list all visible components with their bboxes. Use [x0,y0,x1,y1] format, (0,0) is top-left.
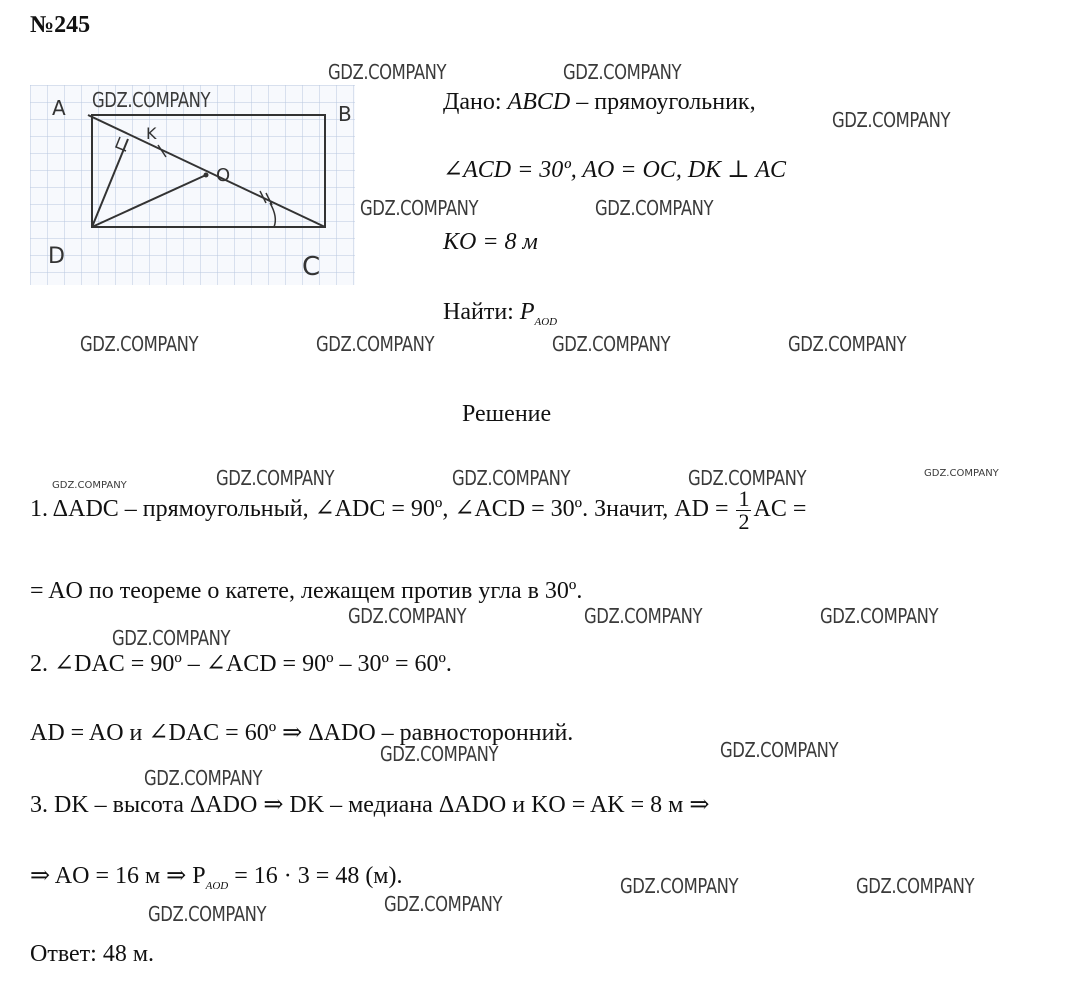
label-o: O [216,165,231,186]
watermark: GDZ.COMPANY [584,604,703,628]
step-2: 2. ∠DAC = 90º – ∠ACD = 90º – 30º = 60º. [30,651,452,677]
solution-heading: Решение [462,401,552,427]
label-b: B [338,102,352,126]
watermark: GDZ.COMPANY [328,60,447,84]
answer: Ответ: 48 м. [30,941,155,967]
watermark: GDZ.COMPANY [552,332,671,356]
watermark: GDZ.COMPANY [720,738,839,762]
fraction-one-half: $\frac{1}{2}$ [738,486,750,534]
watermark: GDZ.COMPANY [360,196,479,220]
watermark: GDZ.COMPANY [380,742,499,766]
find-value: P [519,299,535,325]
step-1 [30,488,806,533]
step-1-continued: = AO по теореме о катете, лежащем против угла в 30º. [30,578,583,604]
watermark: GDZ.COMPANY [80,332,199,356]
watermark: GDZ.COMPANY [384,892,503,916]
watermark: GDZ.COMPANY [316,332,435,356]
geometry-figure [30,85,355,285]
watermark: GDZ.COMPANY [112,626,231,650]
watermark: GDZ.COMPANY [820,604,939,628]
watermark: GDZ.COMPANY [216,466,335,490]
given-line-1 [443,88,756,116]
find-line [443,298,557,336]
rectangle-diagram [30,85,355,285]
label-a: A [52,96,66,120]
find-subscript: AOD [534,316,558,328]
step-3-continued: ⇒ AO = 16 м ⇒ $P_{AOD} = 16 \cdot 3 = 48$ (м). [30,863,403,892]
label-c: C [302,252,321,282]
step-2-continued: AD = AO и ∠DAC = 60º ⇒ ΔADO – равносторонний. [30,720,574,746]
given-type: – прямоугольник, [570,89,756,115]
watermark: GDZ.COMPANY [52,480,127,491]
label-d: D [48,244,65,269]
watermark: GDZ.COMPANY [856,874,975,898]
watermark: GDZ.COMPANY [832,108,951,132]
label-k: K [146,124,157,143]
given-line-3: KO = 8 м [443,229,538,255]
watermark: GDZ.COMPANY [788,332,907,356]
find-label: Найти: [443,299,520,325]
step-1-text: 1. ΔADC – прямоугольный, ∠ADC = 90º, ∠ACD = 30º. Значит, AD = [30,496,735,523]
watermark: GDZ.COMPANY [688,466,807,490]
watermark: GDZ.COMPANY [452,466,571,490]
watermark: GDZ.COMPANY [144,766,263,790]
watermark: GDZ.COMPANY [92,88,211,112]
watermark: GDZ.COMPANY [924,468,999,479]
rectangle-name: ABCD [507,89,571,115]
watermark: GDZ.COMPANY [148,902,267,926]
step-1-end: AC = [753,496,807,523]
watermark: GDZ.COMPANY [563,60,682,84]
perimeter-subscript: AOD [205,880,229,892]
step-3: 3. DK – высота ΔADO ⇒ DK – медиана ΔADO и KO = AK = 8 м ⇒ [30,792,710,818]
watermark: GDZ.COMPANY [348,604,467,628]
watermark: GDZ.COMPANY [620,874,739,898]
given-label: Дано: [443,89,508,115]
problem-number: №245 [30,12,91,38]
watermark: GDZ.COMPANY [595,196,714,220]
given-line-2: ∠ACD = 30º, AO = OC, DK ⊥ AC [443,157,786,183]
